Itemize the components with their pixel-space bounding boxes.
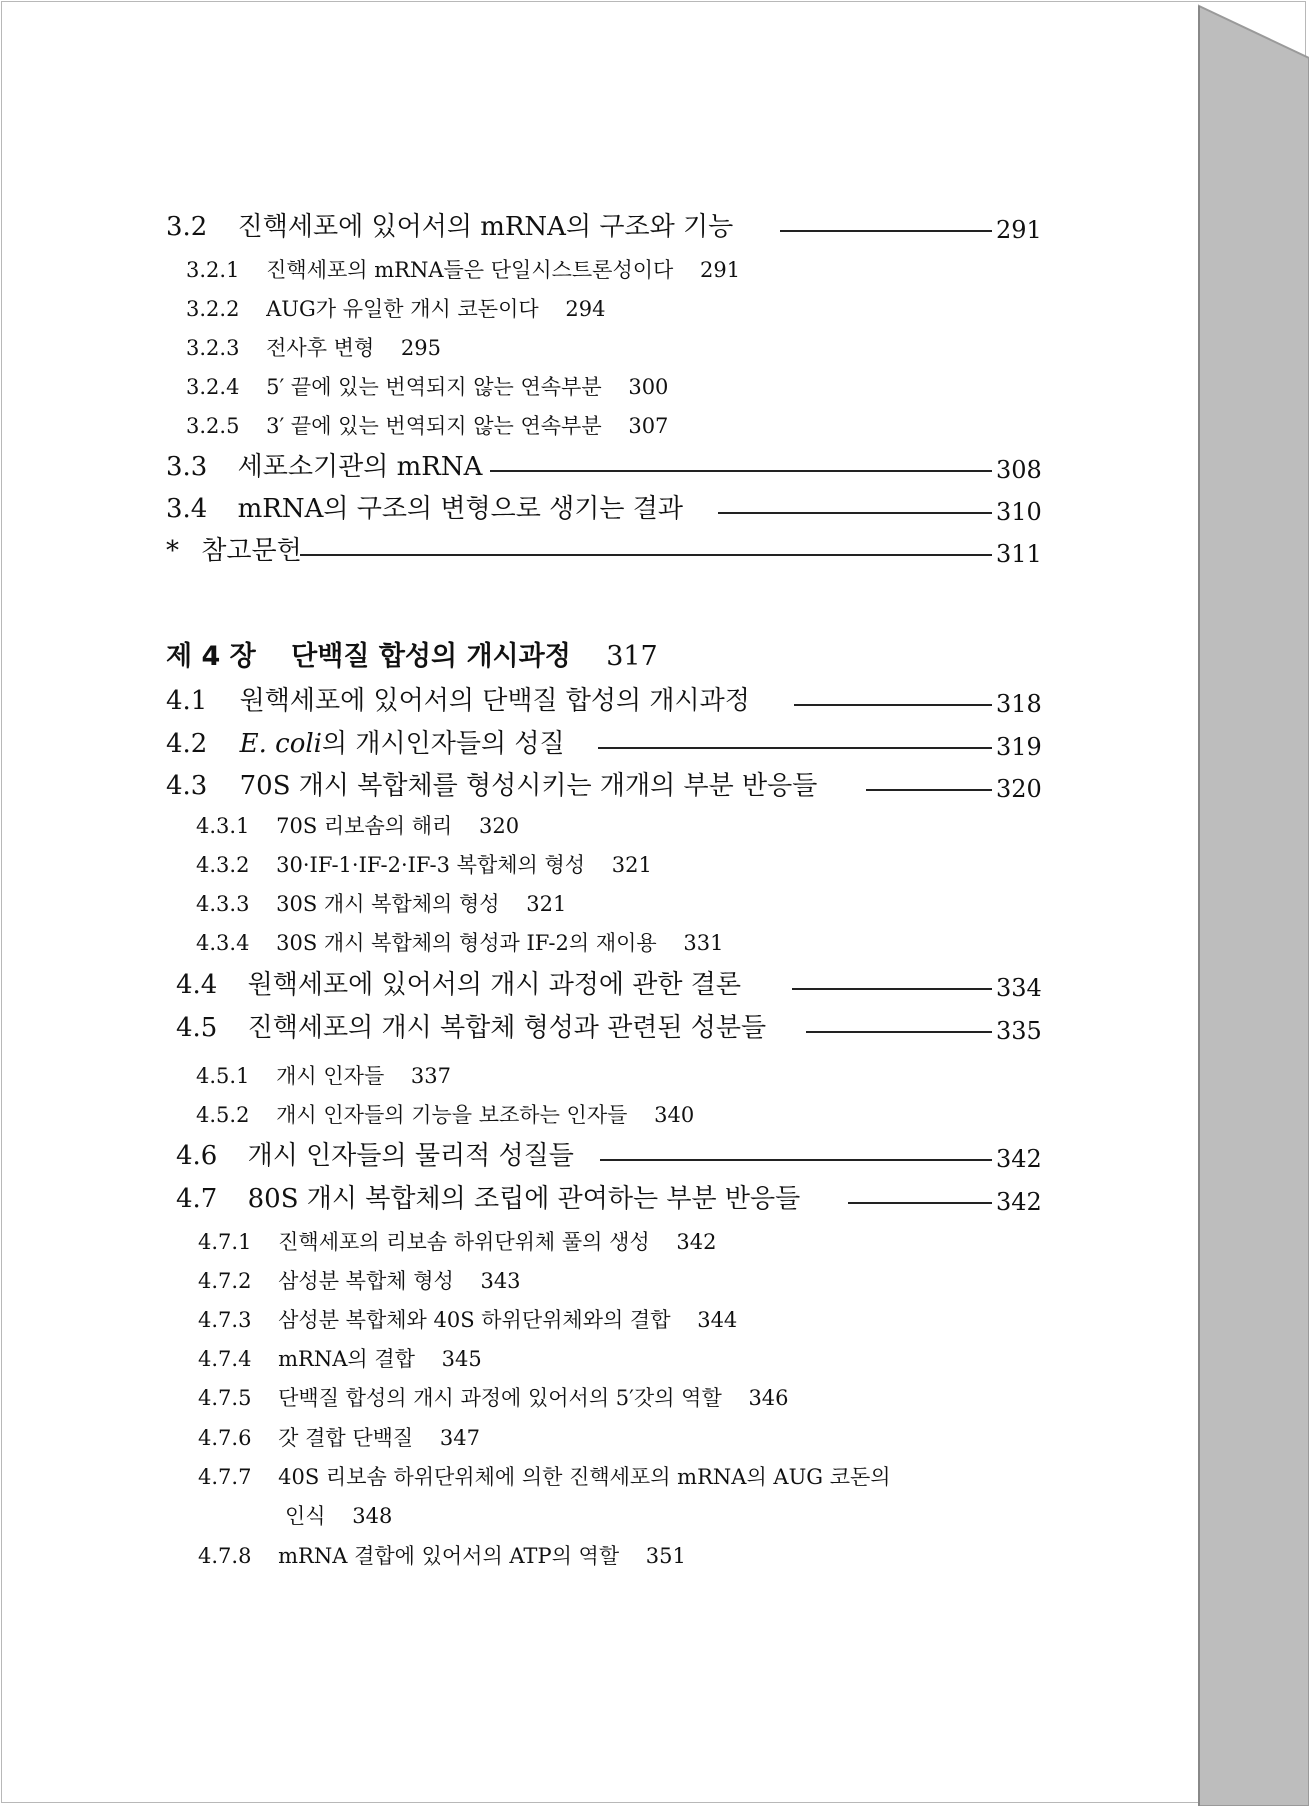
- page-number: 345: [441, 1347, 482, 1371]
- entry-title: 진핵세포에 있어서의 mRNA의 구조와 기능: [237, 212, 734, 242]
- page-number: 295: [400, 336, 442, 360]
- page-number: 320: [479, 814, 520, 838]
- entry-title: 세포소기관의 mRNA: [237, 452, 483, 482]
- entry-title: mRNA의 결합: [278, 1347, 415, 1371]
- entry-number: 4.7.2: [198, 1269, 252, 1293]
- chapter-number: 제 4 장: [166, 641, 256, 672]
- entry-title: 의 개시인자들의 성질: [321, 729, 565, 759]
- entry-number: 4.7.6: [198, 1426, 252, 1450]
- toc-entry-3-2-2: [186, 299, 605, 320]
- toc-entry-4-7-4: [198, 1349, 482, 1370]
- entry-title: 원핵세포에 있어서의 단백질 합성의 개시과정: [239, 686, 750, 716]
- entry-title: 개시 인자들의 기능을 보조하는 인자들: [276, 1103, 628, 1127]
- page-number: 347: [439, 1426, 480, 1450]
- page-number: 342: [676, 1230, 717, 1254]
- leader-line: [848, 1202, 992, 1204]
- page-number: 321: [526, 892, 567, 916]
- page-number: 331: [683, 931, 724, 955]
- entry-number: 4.2: [166, 729, 208, 759]
- entry-number: 4.5: [176, 1013, 218, 1043]
- page-number: 342: [996, 1188, 1042, 1216]
- entry-title: 40S 리보솜 하위단위체에 의한 진핵세포의 mRNA의 AUG 코돈의: [278, 1465, 891, 1489]
- entry-title: 단백질 합성의 개시 과정에 있어서의 5′갓의 역할: [278, 1386, 722, 1410]
- entry-title: mRNA의 구조의 변형으로 생기는 결과: [237, 494, 683, 524]
- page-number: 307: [628, 414, 669, 438]
- entry-title: 진핵세포의 개시 복합체 형성과 관련된 성분들: [247, 1013, 767, 1043]
- toc-entry-4-7-6: [198, 1428, 480, 1449]
- entry-title: 30S 개시 복합체의 형성과 IF-2의 재이용: [276, 931, 657, 955]
- entry-number: 4.7: [176, 1184, 218, 1214]
- page-number: 340: [654, 1103, 695, 1127]
- page-number: 318: [996, 690, 1042, 718]
- chapter-title: 단백질 합성의 개시과정: [291, 641, 571, 672]
- page-number: 342: [996, 1145, 1042, 1173]
- leader-line: [806, 1031, 992, 1033]
- entry-number: 4.6: [176, 1141, 218, 1171]
- entry-number: 4.5.1: [196, 1064, 250, 1088]
- page-number: 335: [996, 1017, 1042, 1045]
- leader-line: [598, 747, 992, 749]
- entry-number: 4.3: [166, 771, 208, 801]
- toc-entry-3-2: [166, 214, 733, 240]
- toc-entry-4-7-5: [198, 1388, 789, 1409]
- page-number: 346: [748, 1386, 789, 1410]
- toc-entry-4-5: [176, 1015, 766, 1041]
- entry-title: mRNA 결합에 있어서의 ATP의 역할: [278, 1544, 620, 1568]
- entry-title: 30·IF-1·IF-2·IF-3 복합체의 형성: [276, 853, 586, 877]
- toc-entry-3-2-5: [186, 416, 668, 437]
- toc-entry-4-3: [166, 773, 817, 799]
- toc-entry-4-5-2: [196, 1105, 694, 1126]
- leader-line: [792, 988, 992, 990]
- entry-number: 3.3: [166, 452, 208, 482]
- entry-number: 4.7.7: [198, 1465, 252, 1489]
- page-number: 319: [996, 733, 1042, 761]
- entry-title: 삼성분 복합체 형성: [278, 1269, 454, 1293]
- leader-line: [300, 554, 992, 556]
- entry-title-continued: 인식: [285, 1504, 326, 1528]
- toc-entry-4-3-4: [196, 933, 724, 954]
- toc-entry-4-3-3: [196, 894, 566, 915]
- page-number: 310: [996, 498, 1042, 526]
- leader-line: [490, 470, 992, 472]
- page-number: 291: [996, 216, 1042, 244]
- page-number: 308: [996, 456, 1042, 484]
- page-number: 337: [410, 1064, 452, 1088]
- entry-number: 4.7.8: [198, 1544, 252, 1568]
- entry-title: 3′ 끝에 있는 번역되지 않는 연속부분: [266, 414, 602, 438]
- entry-title: 80S 개시 복합체의 조립에 관여하는 부분 반응들: [247, 1184, 801, 1214]
- toc-entry-4-7-7: [198, 1467, 891, 1488]
- entry-number: 4.3.1: [196, 814, 250, 838]
- toc-entry-4-6: [176, 1143, 574, 1169]
- toc-entry-4-1: [166, 688, 750, 714]
- entry-number: 4.7.1: [198, 1230, 252, 1254]
- chapter-heading: [166, 643, 658, 670]
- entry-number: 3.2.2: [186, 297, 240, 321]
- entry-number: 3.2.1: [186, 258, 240, 282]
- entry-number: 3.2: [166, 212, 208, 242]
- entry-title: 70S 리보솜의 해리: [276, 814, 453, 838]
- entry-title: 원핵세포에 있어서의 개시 과정에 관한 결론: [247, 970, 742, 1000]
- entry-number: 3.2.4: [186, 375, 240, 399]
- leader-line: [600, 1159, 992, 1161]
- page-number: 311: [996, 540, 1042, 568]
- entry-title: 5′ 끝에 있는 번역되지 않는 연속부분: [266, 375, 602, 399]
- leader-line: [794, 704, 992, 706]
- toc-entry-3-4: [166, 496, 683, 522]
- page-number: 320: [996, 775, 1042, 803]
- entry-title: 삼성분 복합체와 40S 하위단위체와의 결합: [278, 1308, 671, 1332]
- entry-number: 3.2.5: [186, 414, 240, 438]
- entry-number: 3.2.3: [186, 336, 240, 360]
- page-number: 317: [606, 641, 658, 672]
- entry-number: 4.3.3: [196, 892, 250, 916]
- toc-entry-4-7-2: [198, 1271, 521, 1292]
- entry-title: 개시 인자들의 물리적 성질들: [247, 1141, 574, 1171]
- toc-entry-3-2-4: [186, 377, 668, 398]
- toc-entry-4-7-8: [198, 1546, 686, 1567]
- page-number: 321: [611, 853, 652, 877]
- toc-entry-3-2-3: [186, 338, 441, 359]
- entry-title: AUG가 유일한 개시 코돈이다: [266, 297, 539, 321]
- entry-number: *: [166, 536, 179, 566]
- entry-number: 4.3.4: [196, 931, 250, 955]
- entry-number: 3.4: [166, 494, 208, 524]
- toc-entry-4-7-3: [198, 1310, 737, 1331]
- entry-number: 4.3.2: [196, 853, 250, 877]
- entry-number: 4.4: [176, 970, 218, 1000]
- book-page-edge: [1197, 0, 1309, 1806]
- entry-title: 진핵세포의 리보솜 하위단위체 풀의 생성: [278, 1230, 650, 1254]
- toc-entry-4-2: [166, 731, 565, 757]
- entry-number: 4.7.4: [198, 1347, 252, 1371]
- toc-entry-references: [166, 538, 302, 564]
- toc-entry-4-7-1: [198, 1232, 716, 1253]
- entry-number: 4.1: [166, 686, 208, 716]
- entry-title: 참고문헌: [201, 536, 302, 566]
- page-number: 344: [697, 1308, 738, 1332]
- toc-entry-4-4: [176, 972, 741, 998]
- entry-number: 4.5.2: [196, 1103, 250, 1127]
- toc-entry-4-3-1: [196, 816, 519, 837]
- page-number: 348: [352, 1504, 393, 1528]
- page-number: 343: [480, 1269, 521, 1293]
- entry-title: 70S 개시 복합체를 형성시키는 개개의 부분 반응들: [239, 771, 818, 801]
- entry-title: 개시 인자들: [276, 1064, 385, 1088]
- page-number: 351: [645, 1544, 686, 1568]
- toc-entry-4-5-1: [196, 1066, 451, 1087]
- entry-title: 갓 결합 단백질: [278, 1426, 414, 1450]
- page-number: 334: [996, 974, 1042, 1002]
- entry-title-italic: E. coli: [239, 729, 322, 759]
- toc-entry-4-7-7-continued: [285, 1506, 392, 1527]
- toc-entry-3-3: [166, 454, 482, 480]
- page-number: 294: [565, 297, 606, 321]
- page-number: 291: [700, 258, 741, 282]
- toc-entry-4-7: [176, 1186, 800, 1212]
- entry-number: 4.7.5: [198, 1386, 252, 1410]
- page-number: 300: [628, 375, 669, 399]
- leader-line: [718, 512, 992, 514]
- entry-title: 30S 개시 복합체의 형성: [276, 892, 500, 916]
- leader-line: [780, 230, 992, 232]
- leader-line: [866, 789, 992, 791]
- toc-entry-3-2-1: [186, 260, 740, 281]
- entry-number: 4.7.3: [198, 1308, 252, 1332]
- entry-title: 진핵세포의 mRNA들은 단일시스트론성이다: [266, 258, 674, 282]
- entry-title: 전사후 변형: [266, 336, 375, 360]
- toc-entry-4-3-2: [196, 855, 652, 876]
